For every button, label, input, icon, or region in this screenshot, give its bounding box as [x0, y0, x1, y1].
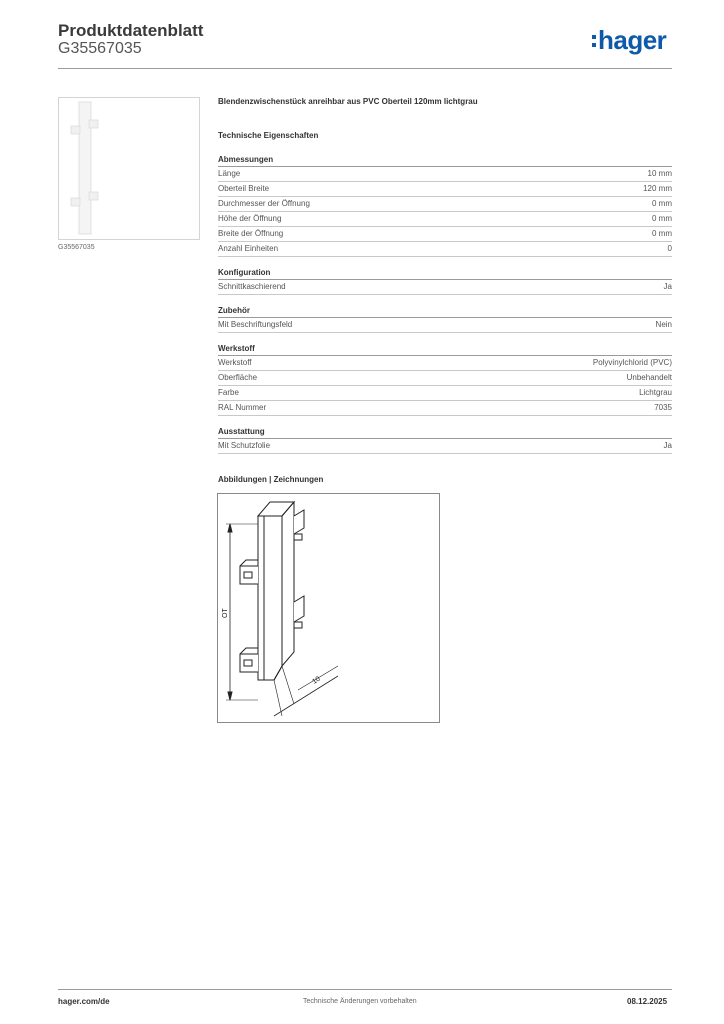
property-value: 120 mm	[643, 184, 672, 193]
logo-dot-icon	[592, 43, 596, 47]
section-zubehoer	[218, 305, 672, 333]
technical-drawing	[217, 493, 440, 723]
dimension-label-length: 10	[311, 675, 322, 686]
property-label: Farbe	[218, 388, 239, 397]
property-row	[218, 371, 672, 386]
property-label: Anzahl Einheiten	[218, 244, 279, 253]
property-row	[218, 227, 672, 242]
page-title: Produktdatenblatt	[58, 21, 204, 40]
property-row	[218, 318, 672, 333]
product-image-caption: G35567035	[58, 244, 95, 251]
section-ausstattung	[218, 426, 672, 454]
dimension-label-ot: OT	[222, 608, 229, 618]
property-label: Länge	[218, 169, 241, 178]
property-label: Mit Schutzfolie	[218, 441, 271, 450]
property-row	[218, 182, 672, 197]
property-value: 10 mm	[647, 169, 672, 178]
property-value: Ja	[663, 441, 672, 450]
section-title: Konfiguration	[218, 267, 672, 280]
product-code-heading: G35567035	[58, 40, 142, 57]
property-label: Mit Beschriftungsfeld	[218, 320, 293, 329]
product-description: Blendenzwischenstück anreihbar aus PVC Oberteil 120mm lichtgrau	[218, 97, 478, 106]
hager-logo	[592, 24, 674, 58]
property-value: Nein	[655, 320, 672, 329]
section-title: Zubehör	[218, 305, 672, 318]
header-divider	[58, 68, 672, 69]
property-label: Breite der Öffnung	[218, 229, 284, 238]
properties-sections	[218, 154, 672, 464]
property-row	[218, 167, 672, 182]
section-title: Werkstoff	[218, 343, 672, 356]
property-row	[218, 439, 672, 454]
product-image	[58, 97, 200, 240]
property-value: 0 mm	[652, 199, 672, 208]
property-row	[218, 212, 672, 227]
section-abmessungen	[218, 154, 672, 257]
section-konfiguration	[218, 267, 672, 295]
section-werkstoff	[218, 343, 672, 416]
property-label: Oberfläche	[218, 373, 258, 382]
figures-title: Abbildungen | Zeichnungen	[218, 475, 324, 484]
technical-properties-title: Technische Eigenschaften	[218, 131, 319, 140]
footer-disclaimer: Technische Änderungen vorbehalten	[303, 998, 417, 1005]
property-value: 0 mm	[652, 214, 672, 223]
logo-wordmark: hager	[598, 25, 667, 55]
property-label: Schnittkaschierend	[218, 282, 286, 291]
drawing-illustration	[218, 494, 439, 722]
property-row	[218, 386, 672, 401]
property-value: 0	[667, 244, 672, 253]
property-row	[218, 242, 672, 257]
section-title: Ausstattung	[218, 426, 672, 439]
footer-website-link[interactable]: hager.com/de	[58, 997, 110, 1006]
property-row	[218, 280, 672, 295]
property-label: RAL Nummer	[218, 403, 267, 412]
property-value: Unbehandelt	[626, 373, 672, 382]
property-label: Höhe der Öffnung	[218, 214, 282, 223]
property-value: 7035	[654, 403, 672, 412]
section-title: Abmessungen	[218, 154, 672, 167]
logo-dot-icon	[592, 35, 596, 39]
property-row	[218, 356, 672, 371]
property-value: Ja	[663, 282, 672, 291]
product-thumbnail-icon	[59, 98, 199, 239]
footer-date: 08.12.2025	[627, 997, 668, 1006]
property-value: Polyvinylchlorid (PVC)	[592, 358, 672, 367]
property-row	[218, 401, 672, 416]
property-row	[218, 197, 672, 212]
property-value: Lichtgrau	[639, 388, 672, 397]
property-label: Werkstoff	[218, 358, 252, 367]
property-value: 0 mm	[652, 229, 672, 238]
footer-divider	[58, 989, 672, 990]
property-label: Oberteil Breite	[218, 184, 270, 193]
property-label: Durchmesser der Öffnung	[218, 199, 310, 208]
